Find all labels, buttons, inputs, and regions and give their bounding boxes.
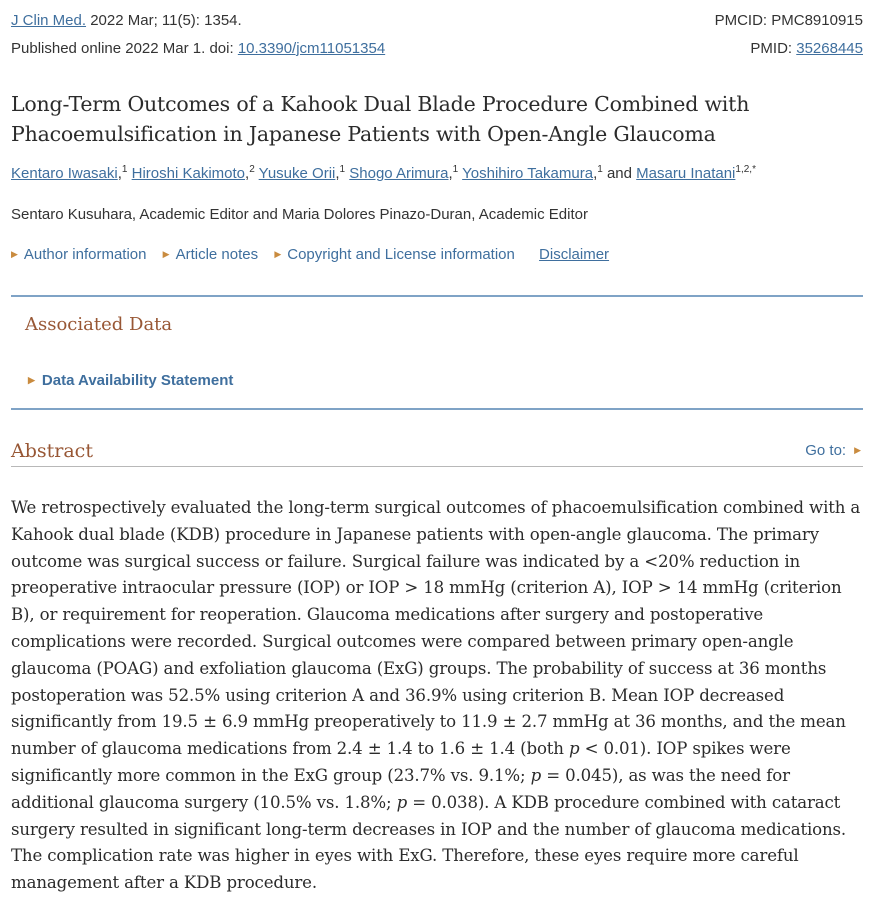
- triangle-right-icon: ▶: [11, 249, 18, 259]
- abstract-segment: = 0.038). A KDB procedure combined with cataract surgery resulted in significant long-term decreases in IOP and the number of glaucoma medications. The complication rate was higher in eyes with ExG. Therefore, these eyes require more careful management after a KDB procedure.: [11, 792, 847, 893]
- author-link[interactable]: Kentaro Iwasaki: [11, 165, 118, 182]
- citation-line: [11, 12, 863, 30]
- goto-label: Go to:: [805, 442, 847, 459]
- pmid-label: PMID:: [750, 40, 797, 57]
- journal-link[interactable]: J Clin Med.: [11, 12, 87, 29]
- article-notes-link[interactable]: Article notes: [175, 246, 259, 263]
- author-affiliation: 1: [452, 164, 459, 175]
- author-affiliation: 1: [597, 164, 603, 175]
- doi-link[interactable]: 10.3390/jcm11051354: [237, 40, 386, 57]
- article-title: [11, 89, 831, 149]
- author-affiliation: 1,2,*: [735, 164, 756, 175]
- author-list: Kentaro Iwasaki,$^1$ Hiroshi Kakimoto,$^2$ Yusuke Orii,$^1$ Shogo Arimura,$^1$ Yoshihiro Takamura,$^1$ and Masaru Inatani$^{1,2,*}$: [11, 164, 756, 182]
- pmid-link[interactable]: 35268445: [796, 40, 863, 57]
- author-link[interactable]: Yusuke Orii: [258, 165, 336, 182]
- pmcid: PMCID: PMC8910915: [714, 12, 863, 29]
- divider: [11, 295, 863, 297]
- divider: [11, 466, 863, 467]
- author-link[interactable]: Yoshihiro Takamura: [462, 165, 594, 182]
- data-availability-label: Data Availability Statement: [41, 372, 234, 389]
- copyright-license-link[interactable]: Copyright and License information: [287, 246, 515, 263]
- published-line: [11, 40, 863, 58]
- article-title-line1: Long-Term Outcomes of a Kahook Dual Blade Procedure Combined with: [11, 92, 750, 116]
- author-affiliation: 1: [121, 164, 128, 175]
- author-link[interactable]: Masaru Inatani: [636, 165, 736, 182]
- triangle-right-icon: ▶: [28, 375, 35, 385]
- abstract-text: [11, 495, 867, 897]
- editors: Sentaro Kusuhara, Academic Editor and Maria Dolores Pinazo-Duran, Academic Editor: [11, 206, 588, 223]
- divider: [11, 408, 863, 410]
- goto-menu[interactable]: [805, 442, 861, 459]
- triangle-right-icon: ▶: [854, 445, 861, 455]
- published-text: Published online 2022 Mar 1. doi:: [11, 40, 238, 57]
- authors-and: and: [606, 165, 632, 182]
- p-value-symbol: p: [568, 739, 580, 759]
- citation-issue: 2022 Mar; 11(5): 1354.: [86, 12, 242, 29]
- author-affiliation: 2: [249, 164, 255, 175]
- abstract-segment: = 0.045), as was the need for additional glaucoma surgery (10.5% vs. 1.8%;: [11, 765, 790, 812]
- author-affiliation: 1: [339, 164, 346, 175]
- p-value-symbol: p: [396, 792, 408, 812]
- triangle-right-icon: ▶: [162, 249, 170, 259]
- data-availability-toggle[interactable]: [28, 372, 233, 389]
- disclaimer-link[interactable]: Disclaimer: [539, 246, 610, 263]
- abstract-segment: We retrospectively evaluated the long-term surgical outcomes of phacoemulsification combined with a Kahook dual blade (KDB) procedure in Japanese patients with open-angle glaucoma. The primary outcome was surgical success or failure. Surgical failure was indicated by a <20% reduction in preoperative intraocular pressure (IOP) or IOP > 18 mmHg (criterion A), IOP > 14 mmHg (criterion B), or requirement for reoperation. Glaucoma medications after surgery and postoperative complications were recorded. Surgical outcomes were compared between primary open-angle glaucoma (POAG) and exfoliation glaucoma (ExG) groups. The probability of success at 36 months postoperation was 52.5% using criterion A and 36.9% using criterion B. Mean IOP decreased significantly from 19.5 ± 6.9 mmHg preoperatively to 11.9 ± 2.7 mmHg at 36 months, and the mean number of glaucoma medications from 2.4 ± 1.4 to 1.6 ± 1.4 (both: [11, 498, 861, 759]
- author-link[interactable]: Shogo Arimura: [349, 165, 449, 182]
- author-link[interactable]: Hiroshi Kakimoto: [131, 165, 246, 182]
- author-information-link[interactable]: Author information: [23, 246, 147, 263]
- p-value-symbol: p: [530, 765, 542, 785]
- abstract-heading: Abstract: [11, 440, 93, 462]
- associated-data-heading: Associated Data: [25, 314, 173, 335]
- article-title-line2: Phacoemulsification in Japanese Patients with Open-Angle Glaucoma: [11, 122, 716, 146]
- article-links: [11, 245, 609, 266]
- abstract-segment: < 0.01). IOP spikes were significantly more common in the ExG group (23.7% vs. 9.1%;: [11, 739, 791, 785]
- triangle-right-icon: ▶: [274, 249, 282, 259]
- pmid: [750, 40, 863, 58]
